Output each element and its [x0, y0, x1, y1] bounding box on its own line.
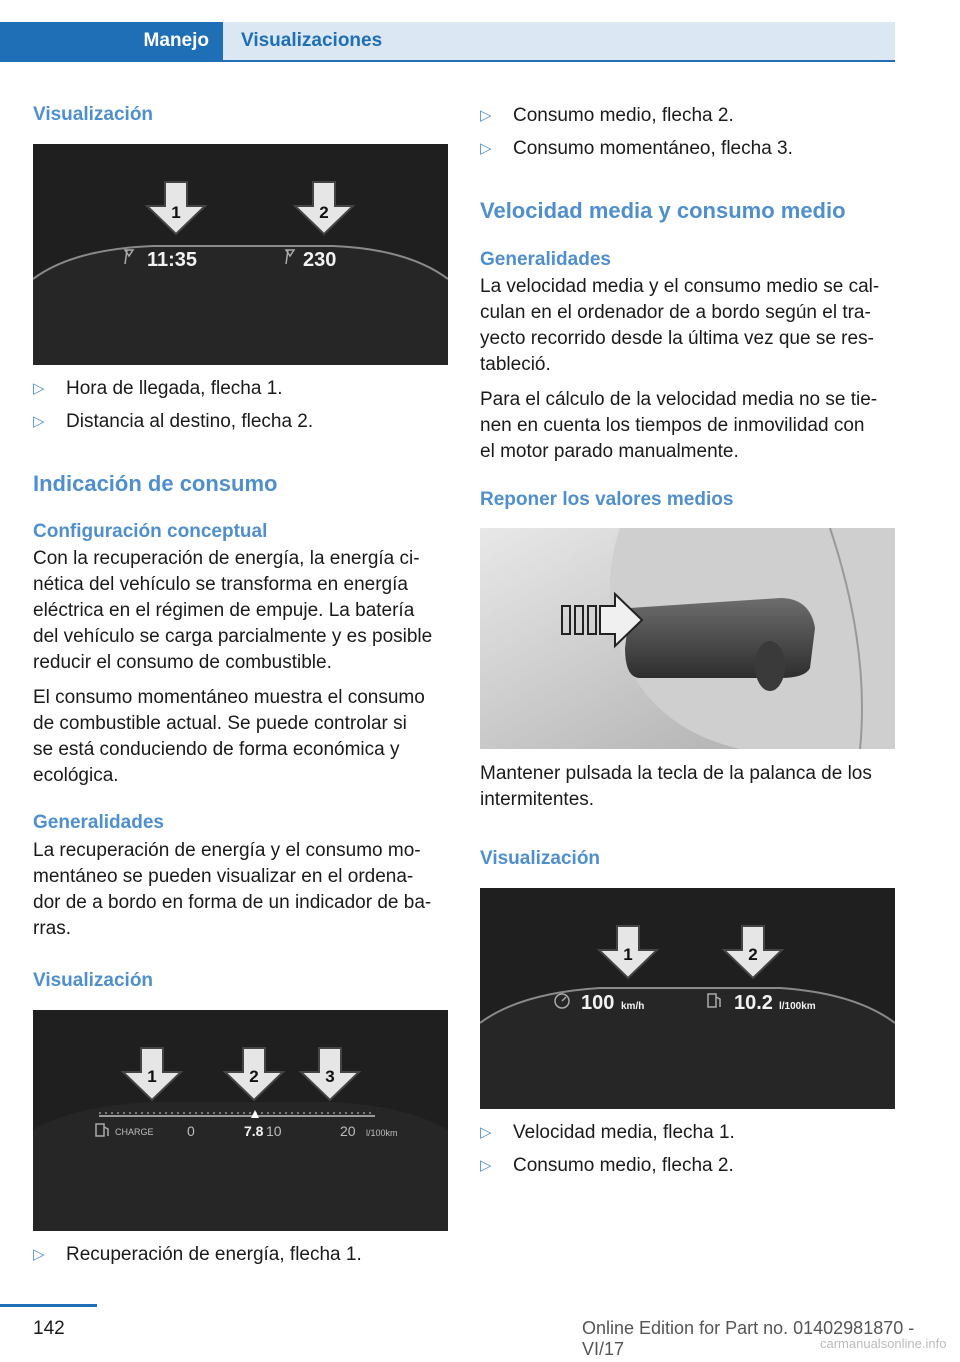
heading-configuracion: Configuración conceptual: [33, 521, 268, 542]
list-item: ▷ Consumo momentáneo, flecha 3.: [480, 136, 895, 162]
svg-text:1: 1: [147, 1067, 157, 1086]
fig1-distance: 230: [303, 249, 337, 271]
list-item: ▷ Consumo medio, flecha 2.: [480, 103, 895, 129]
svg-text:l/100km: l/100km: [779, 1001, 816, 1012]
paragraph-mantener: Mantener pulsada la tecla de la palanca de los intermitentes.: [480, 763, 872, 810]
list-item: ▷ Consumo medio, flecha 2.: [480, 1153, 895, 1179]
subsection-tab[interactable]: [223, 22, 895, 62]
svg-text:10.2: 10.2: [734, 992, 773, 1014]
bullet-list-4: [480, 1120, 895, 1179]
figure-turn-signal-lever: [480, 528, 895, 749]
fig1-time: 11:35: [147, 249, 198, 271]
heading-indicacion-consumo: Indicación de consumo: [33, 471, 278, 496]
svg-text:2: 2: [249, 1067, 259, 1086]
triangle-bullet-icon: ▷: [480, 140, 492, 157]
figure-consumption-bar: [33, 1010, 448, 1231]
triangle-bullet-icon: ▷: [480, 1124, 492, 1141]
svg-text:7.8: 7.8: [244, 1123, 264, 1139]
edition-note: Online Edition for Part no. 01402981870 - VI/17: [582, 1318, 915, 1359]
paragraph-calculo: Para el cálculo de la velocidad media no se tie- nen en cuenta los tiempos de inmovilidad con el motor parado manualmente.: [480, 389, 878, 462]
svg-text:0: 0: [187, 1123, 195, 1139]
svg-text:l/100km: l/100km: [366, 1128, 398, 1138]
footer-divider: [0, 1304, 97, 1307]
svg-text:1: 1: [623, 945, 633, 964]
svg-text:CHARGE: CHARGE: [115, 1127, 154, 1137]
triangle-bullet-icon: ▷: [33, 1246, 45, 1263]
svg-text:2: 2: [748, 945, 758, 964]
bullet-list-2: [33, 1242, 448, 1268]
heading-generalidades-2: Generalidades: [480, 249, 611, 270]
svg-text:20: 20: [340, 1123, 356, 1139]
heading-reponer: Reponer los valores medios: [480, 489, 734, 510]
svg-text:km/h: km/h: [621, 1001, 645, 1012]
list-item: ▷ Velocidad media, flecha 1.: [480, 1120, 895, 1146]
svg-text:3: 3: [325, 1067, 335, 1086]
heading-velocidad-media: Velocidad media y consumo medio: [480, 198, 846, 223]
section-tab-label: Manejo: [143, 30, 209, 51]
figure-average-display: [480, 888, 895, 1109]
bullet-list-3: [480, 103, 895, 162]
bullet-list-1: [33, 376, 448, 435]
section-tab[interactable]: [0, 22, 223, 62]
paragraph-generalidades-2: La velocidad media y el consumo medio se cal- culan en el ordenador de a bordo según el tra- yecto recorrido desde la última vez que se res- tableció.: [480, 276, 880, 375]
fig1-arrow2-label: 2: [319, 203, 329, 222]
triangle-bullet-icon: ▷: [480, 1157, 492, 1174]
paragraph-configuracion: Con la recuperación de energía, la energía ci- nética del vehículo se transforma en energía eléctrica en el régimen de empuje. La batería del vehículo se carga parcialmente y es posible reducir el consumo de combustible.: [33, 548, 433, 673]
triangle-bullet-icon: ▷: [33, 380, 45, 397]
list-item: ▷ Recuperación de energía, flecha 1.: [33, 1242, 448, 1268]
heading-visualizacion-3: Visualización: [480, 848, 601, 869]
triangle-bullet-icon: ▷: [480, 107, 492, 124]
heading-visualizacion-1: Visualización: [33, 104, 154, 125]
page-number: 142: [33, 1318, 65, 1339]
triangle-bullet-icon: ▷: [33, 413, 45, 430]
paragraph-momentaneo: El consumo momentáneo muestra el consumo de combustible actual. Se puede controlar si se está conduciendo de forma económica y ecológica.: [33, 687, 425, 786]
svg-text:10: 10: [266, 1123, 282, 1139]
figure-arrival-display: [33, 144, 448, 365]
list-item: ▷ Hora de llegada, flecha 1.: [33, 376, 448, 402]
fig1-arrow1-label: 1: [171, 203, 181, 222]
subsection-tab-label: Visualizaciones: [241, 30, 383, 51]
watermark: carmanualsonline.info: [820, 1336, 947, 1351]
heading-generalidades-1: Generalidades: [33, 812, 164, 833]
paragraph-generalidades-1: La recuperación de energía y el consumo mo- mentáneo se pueden visualizar en el ordena- dor de a bordo en forma de un indicador de ba- rras.: [33, 840, 432, 939]
svg-text:100: 100: [581, 992, 615, 1014]
heading-visualizacion-2: Visualización: [33, 970, 154, 991]
list-item: ▷ Distancia al destino, flecha 2.: [33, 409, 448, 435]
